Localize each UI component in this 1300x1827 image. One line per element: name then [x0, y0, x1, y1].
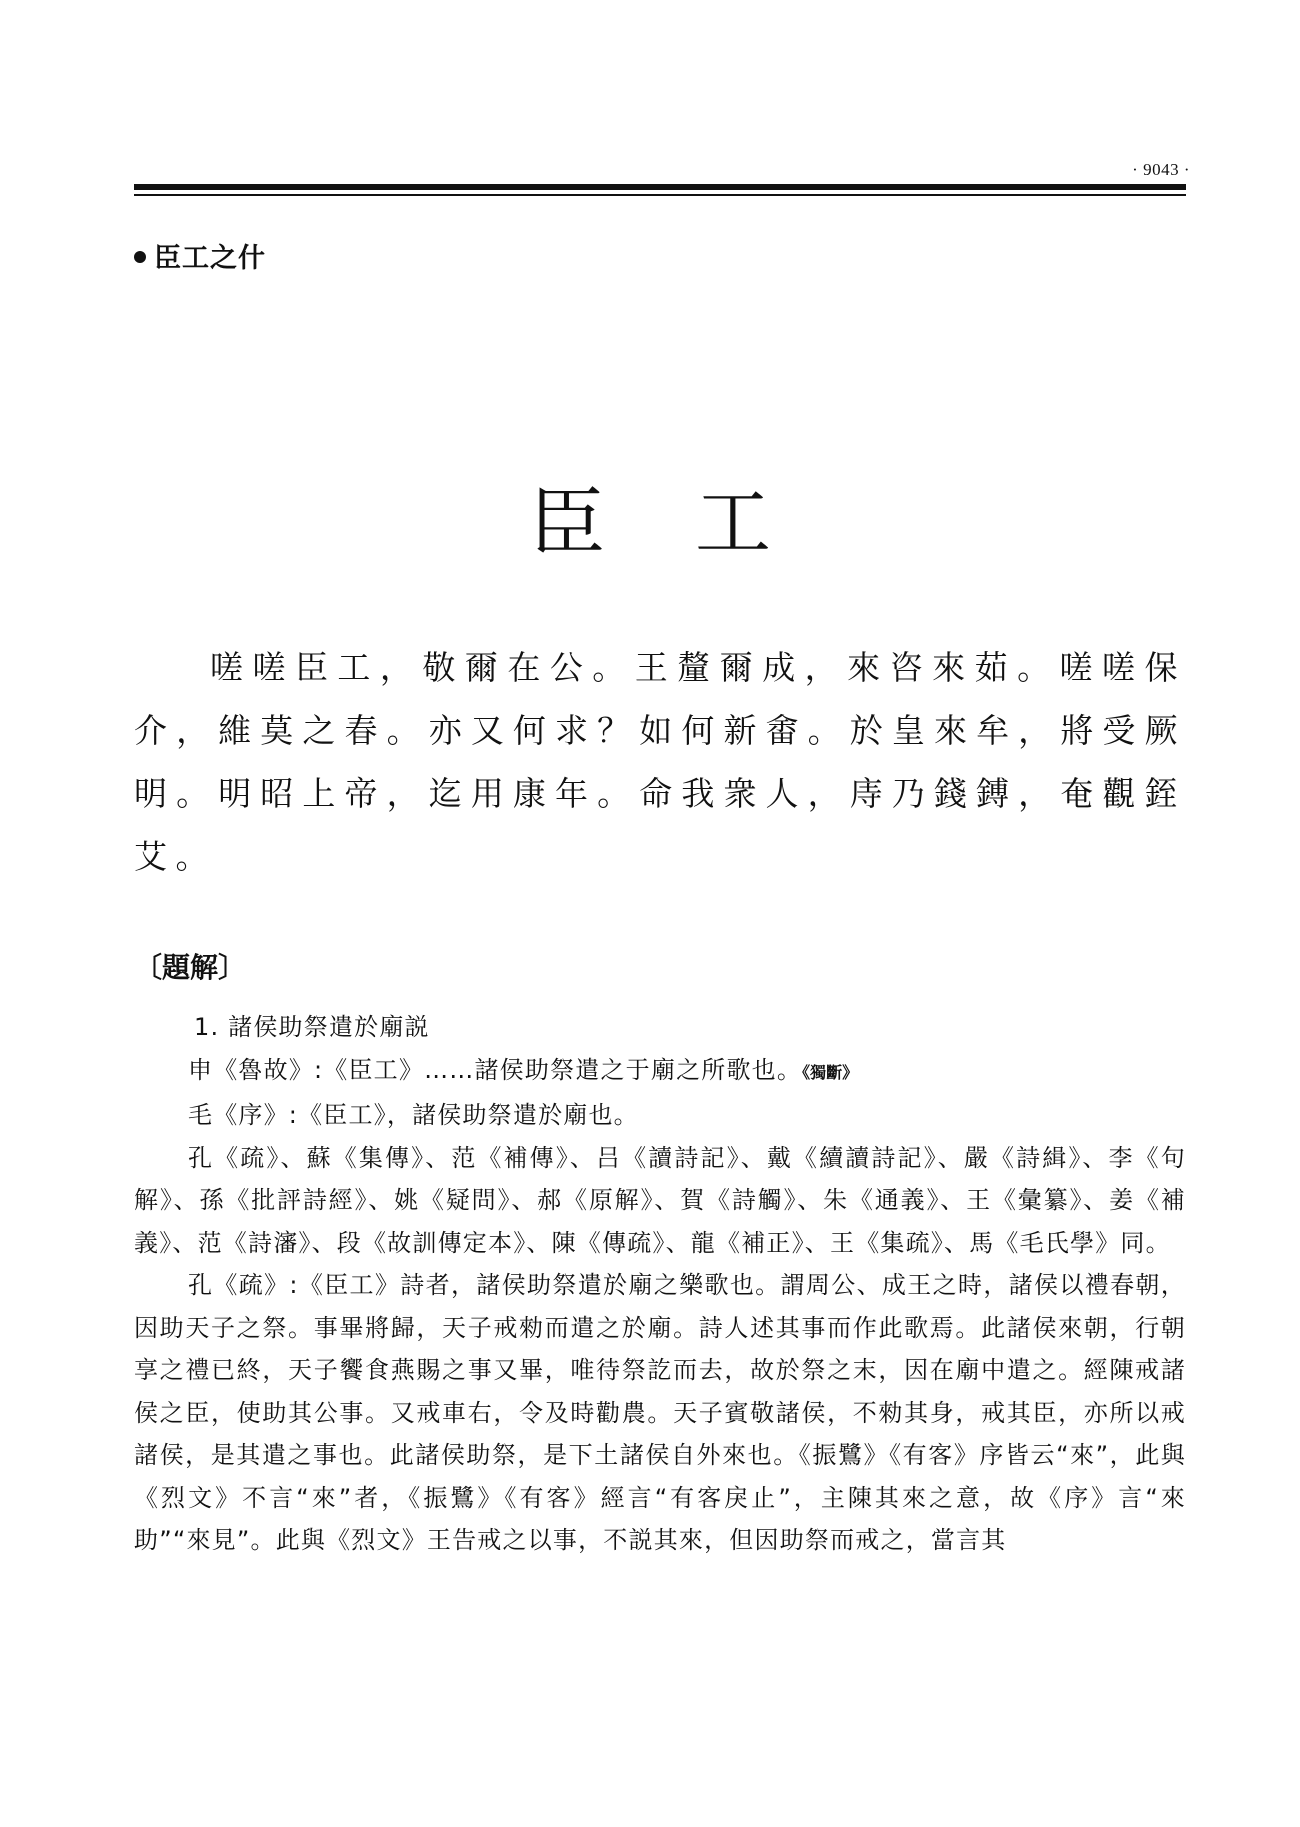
paragraph-text: 申《魯故》:《臣工》……諸侯助祭遣之于廟之所歌也。: [188, 1055, 803, 1084]
poem-text: 嗟嗟臣工，敬爾在公。王釐爾成，來咨來茹。嗟嗟保介，維莫之春。亦又何求？如何新畬。於皇來牟，將受厥明。明昭上帝，迄用康年。命我衆人，庤乃錢鎛，奄觀銍艾。: [134, 648, 1186, 876]
commentary-body: [134, 1006, 1186, 1562]
source-note: 《獨斷》: [802, 1062, 859, 1082]
section-heading-text: 臣工之什: [154, 243, 266, 274]
bullet-icon: [134, 251, 146, 263]
page-number: · 9043 ·: [1132, 160, 1190, 179]
section-heading: [134, 236, 266, 275]
header-rule-thin: [134, 194, 1186, 196]
item-heading: 1. 諸侯助祭遣於廟説: [194, 1013, 430, 1041]
paragraph-mao-xu: 毛《序》:《臣工》，諸侯助祭遣於廟也。: [188, 1101, 639, 1129]
paragraph-lu-gu: [134, 1049, 1186, 1095]
poem-title: 臣工: [529, 478, 861, 567]
paragraph-agreeing-commentaries: 孔《疏》、蘇《集傳》、范《補傳》、吕《讀詩記》、戴《續讀詩記》、嚴《詩緝》、李《句解》、孫《批評詩經》、姚《疑問》、郝《原解》、賀《詩觸》、朱《通義》、王《彙纂》、姜《補義》、范《詩瀋》、段《故訓傳定本》、陳《傳疏》、龍《補正》、王《集疏》、馬《毛氏學》同。: [134, 1143, 1186, 1257]
paragraph-kong-shu: 孔《疏》:《臣工》詩者，諸侯助祭遣於廟之樂歌也。謂周公、成王之時，諸侯以禮春朝，因助天子之祭。事畢將歸，天子戒勑而遣之於廟。詩人述其事而作此歌焉。此諸侯來朝，行朝享之禮已終，天子饗食燕賜之事又畢，唯待祭訖而去，故於祭之末，因在廟中遣之。經陳戒諸侯之臣，使助其公事。又戒車右，令及時勸農。天子賓敬諸侯，不勑其身，戒其臣，亦所以戒諸侯，是其遣之事也。此諸侯助祭，是下土諸侯自外來也。《振鷺》《有客》序皆云“來”，此與《烈文》不言“來”者，《振鷺》《有客》經言“有客戾止”，主陳其來之意，故《序》言“來助”“來見”。此與《烈文》王告戒之以事，不説其來，但因助祭而戒之，當言其: [134, 1271, 1186, 1554]
commentary-heading: 〔題解〕: [134, 951, 247, 984]
header-rule-thick: [134, 184, 1186, 190]
